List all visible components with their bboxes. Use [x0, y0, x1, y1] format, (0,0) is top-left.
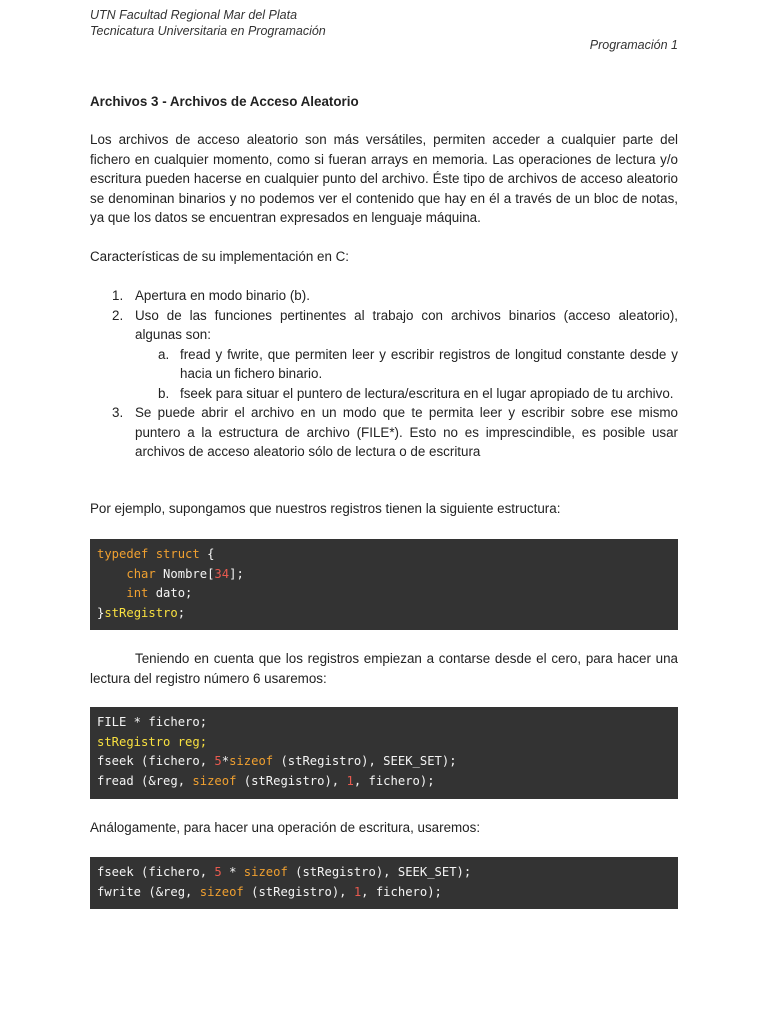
- sub-list-letter: a.: [158, 346, 170, 362]
- characteristics-list: [90, 286, 678, 462]
- intro-paragraph: Los archivos de acceso aleatorio son más versátiles, permiten acceder a cualquier parte del fichero en cualquier momento, como si fueran arrays en memoria. Las operaciones de lectura y/o escritura pueden hacerse en cualquier punto del archivo. Éste tipo de archivos de acceso aleatorio se denominan binarios y no podemos ver el contenido que hay en él a través de un bloc de notas, ya que los datos se encuentran expresados en lenguaje máquina.: [90, 132, 678, 225]
- code-keyword: sizeof: [229, 754, 274, 768]
- code-text: (stRegistro), SEEK_SET);: [273, 754, 457, 768]
- list-item-text: Apertura en modo binario (b).: [135, 288, 310, 303]
- institution-name: UTN Facultad Regional Mar del Plata: [90, 8, 298, 22]
- code-line: [97, 772, 671, 792]
- code-keyword: sizeof: [199, 884, 244, 899]
- code-text: Nombre[: [155, 566, 215, 581]
- code-line: [97, 752, 671, 772]
- code-text: , fichero);: [353, 773, 435, 788]
- code-text: }: [97, 605, 105, 620]
- code-indent: [97, 567, 126, 581]
- code-text: ;: [177, 605, 186, 620]
- code-text: fread (&reg,: [97, 773, 193, 788]
- code-text: ];: [229, 566, 244, 581]
- sub-list-item-text: fread y fwrite, que permiten leer y escribir registros de longitud constante desde y hacia un fichero binario.: [180, 346, 678, 381]
- code-number: 34: [214, 566, 230, 581]
- header-left: [90, 7, 326, 39]
- code-block-write: [90, 857, 678, 909]
- code-line: FILE * fichero;: [97, 715, 208, 729]
- code-block-read: [90, 707, 678, 799]
- read-explanation: Teniendo en cuenta que los registros empiezan a contarse desde el cero, para hacer una lectura del registro número 6 usaremos:: [90, 651, 678, 686]
- code-number: 5: [214, 865, 222, 879]
- code-line: [97, 883, 671, 903]
- code-text: *: [221, 754, 230, 768]
- list-item: [90, 286, 678, 306]
- sub-list-letter: b.: [158, 385, 170, 401]
- code-number: 1: [353, 884, 362, 899]
- code-line: [97, 545, 671, 565]
- code-keyword: char: [126, 566, 156, 581]
- course-name: Programación 1: [589, 38, 678, 52]
- code-text: fseek (fichero,: [97, 754, 215, 768]
- sub-list-item: [90, 384, 678, 404]
- code-keyword: typedef struct: [97, 547, 200, 561]
- code-text: {: [199, 547, 215, 561]
- code-number: 5: [214, 754, 222, 768]
- list-number: 1.: [112, 288, 124, 303]
- code-text: (stRegistro),: [236, 773, 347, 788]
- list-item: [90, 306, 678, 345]
- code-text: (stRegistro), SEEK_SET);: [287, 865, 472, 879]
- code-type: stRegistro: [104, 605, 178, 620]
- code-text: , fichero);: [361, 884, 442, 899]
- code-line: [97, 733, 671, 753]
- document-title: Archivos 3 - Archivos de Acceso Aleatorio: [90, 94, 359, 109]
- code-line: [97, 565, 671, 585]
- code-keyword: int: [126, 586, 149, 600]
- code-indent: [97, 586, 126, 600]
- code-keyword: sizeof: [192, 773, 237, 788]
- code-line: [97, 584, 671, 604]
- write-explanation: Análogamente, para hacer una operación de escritura, usaremos:: [90, 820, 481, 835]
- code-text: dato;: [148, 586, 193, 600]
- list-number: 3.: [112, 405, 124, 420]
- list-item: [90, 403, 678, 462]
- sub-list-item: [90, 345, 678, 384]
- characteristics-heading: Características de su implementación en C:: [90, 249, 349, 264]
- program-name: Tecnicatura Universitaria en Programación: [90, 24, 326, 38]
- example-intro: Por ejemplo, supongamos que nuestros registros tienen la siguiente estructura:: [90, 501, 561, 516]
- sub-list-item-text: fseek para situar el puntero de lectura/escritura en el lugar apropiado de tu archivo.: [180, 385, 674, 401]
- list-number: 2.: [112, 307, 124, 323]
- code-text: (stRegistro),: [243, 884, 354, 899]
- code-type: stRegistro reg;: [97, 734, 208, 749]
- code-number: 1: [346, 773, 354, 788]
- code-text: fwrite (&reg,: [97, 884, 200, 899]
- list-item-text: Uso de las funciones pertinentes al trabajo con archivos binarios (acceso aleatorio), algunas son:: [135, 307, 678, 342]
- code-line: [97, 863, 671, 883]
- code-text: fseek (fichero,: [97, 865, 215, 879]
- code-block-struct: [90, 539, 678, 630]
- code-line: [97, 604, 671, 624]
- code-keyword: sizeof: [243, 865, 288, 879]
- code-text: *: [221, 865, 244, 879]
- list-item-text: Se puede abrir el archivo en un modo que te permita leer y escribir sobre ese mismo puntero a la estructura de archivo (FILE*). Esto no es imprescindible, es posible usar archivos de acceso aleatorio sólo de lectura o de escritura: [135, 405, 678, 459]
